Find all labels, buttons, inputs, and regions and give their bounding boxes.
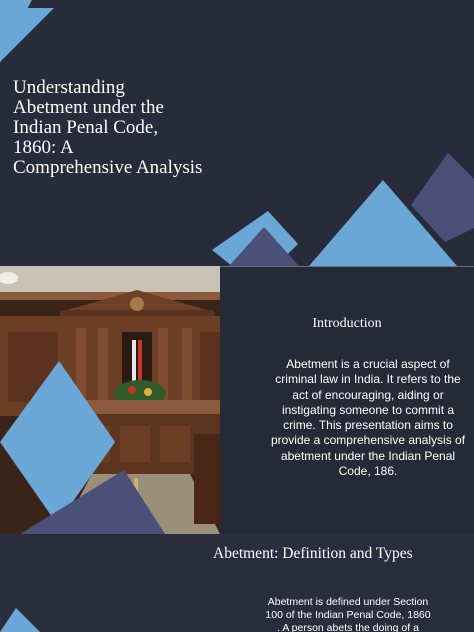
- introduction-slide: [0, 266, 474, 534]
- definition-paragraph: Abetment is defined under Section 100 of the Indian Penal Code, 1860 . A person abets the doing of a: [265, 596, 431, 632]
- section-heading: Introduction: [312, 316, 382, 331]
- slide-title: Understanding Abetment under the Indian Penal Code, 1860: A Comprehensive Analysis: [13, 77, 203, 178]
- top-divider: [220, 266, 474, 267]
- light-triangle-corner: [0, 608, 40, 632]
- section-heading: Abetment: Definition and Types: [213, 545, 413, 562]
- definition-slide: [0, 534, 474, 632]
- intro-paragraph: Abetment is a crucial aspect of criminal law in India. It refers to the act of encouraging, aiding or instigating someone to commit a crime. This presentation aims to provide a comprehensive analysis of abetment under the Indian Penal Code, 186.: [270, 357, 466, 479]
- title-slide: [0, 0, 474, 266]
